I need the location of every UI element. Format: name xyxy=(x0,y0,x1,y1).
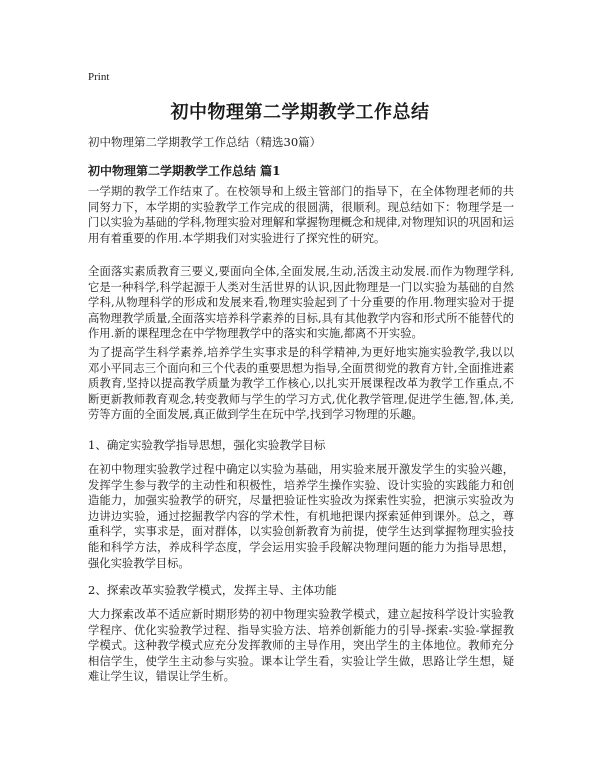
paragraph-5: 大力探索改革不适应新时期形势的初中物理实验教学模式，建立起按科学设计实验教学程序、优化实验教学过程、指导实验方法、培养创新能力的引导-探索-实验-掌握教学模式。这种教学模式应充分发挥教师的主导作用，突出学生的主体地位。教师充分相信学生，使学生主动参与实验。课本让学生看，实验让学生做，思路让学生想，疑难让学生议，错误让学生析。 xyxy=(88,608,514,684)
subheading-2: 2、探索改革实验教学模式，发挥主导、主体功能 xyxy=(88,583,337,597)
subheading-1: 1、确定实验教学指导思想，强化实验教学目标 xyxy=(88,438,326,452)
print-link[interactable]: Print xyxy=(88,71,110,83)
paragraph-4: 在初中物理实验教学过程中确定以实验为基础，用实验来展开激发学生的实验兴趣，发挥学生参与教学的主动性和积极性，培养学生操作实验、设计实验的实践能力和创造能力，加强实验教学的研究，尽量把验证性实验改为探索性实验，把演示实验改为边讲边实验，通过挖掘教学内容的学术性，有机地把课内探索延伸到课外。总之，尊重科学，实事求是，面对群体，以实验创新教育为前提，使学生达到掌握物理实验技能和科学方法，养成科学态度，学会运用实验手段解决物理问题的能力为指导思想，强化实验教学目标。 xyxy=(88,463,514,570)
section-title: 初中物理第二学期教学工作总结 篇1 xyxy=(88,164,281,178)
document-subtitle: 初中物理第二学期教学工作总结（精选30篇） xyxy=(88,135,322,149)
paragraph-3: 为了提高学生科学素养,培养学生实事求是的科学精神,为更好地实施实验教学,我以以邓小平同志三个面向和三个代表的重要思想为指导,全面贯彻党的教育方针,全面推进素质教育,坚持以提高教学质量为教学工作核心,以扎实开展课程改革为教学工作重点,不断更新教师教育观念,转变教师与学生的学习方式,优化教学管理,促进学生德,智,体,美,劳等方面的全面发展,真正做到学生在玩中学,找到学习物理的乐趣。 xyxy=(88,346,514,422)
paragraph-1: 一学期的教学工作结束了。在校领导和上级主管部门的指导下，在全体物理老师的共同努力下，本学期的实验教学工作完成的很圆满，很顺利。现总结如下：物理学是一门以实验为基础的学科,物理实验对理解和掌握物理概念和规律,对物理知识的巩固和运用有着重要的作用.本学期我们对实验进行了探究性的研究。 xyxy=(88,185,514,245)
paragraph-2: 全面落实素质教育三要义,要面向全体,全面发展,生动,活泼主动发展.而作为物理学科,它是一种科学,科学起源于人类对生活世界的认识,因此物理是一门以实验为基础的自然学科,从物理科学的形成和发展来看,物理实验起到了十分重要的作用.物理实验对于提高物理教学质量,全面落实培养科学素养的目标,具有其他教学内容和形式所不能替代的作用.新的课程理念在中学物理教学中的落实和实施,都离不开实验。 xyxy=(88,265,514,341)
document-title: 初中物理第二学期教学工作总结 xyxy=(170,102,430,123)
